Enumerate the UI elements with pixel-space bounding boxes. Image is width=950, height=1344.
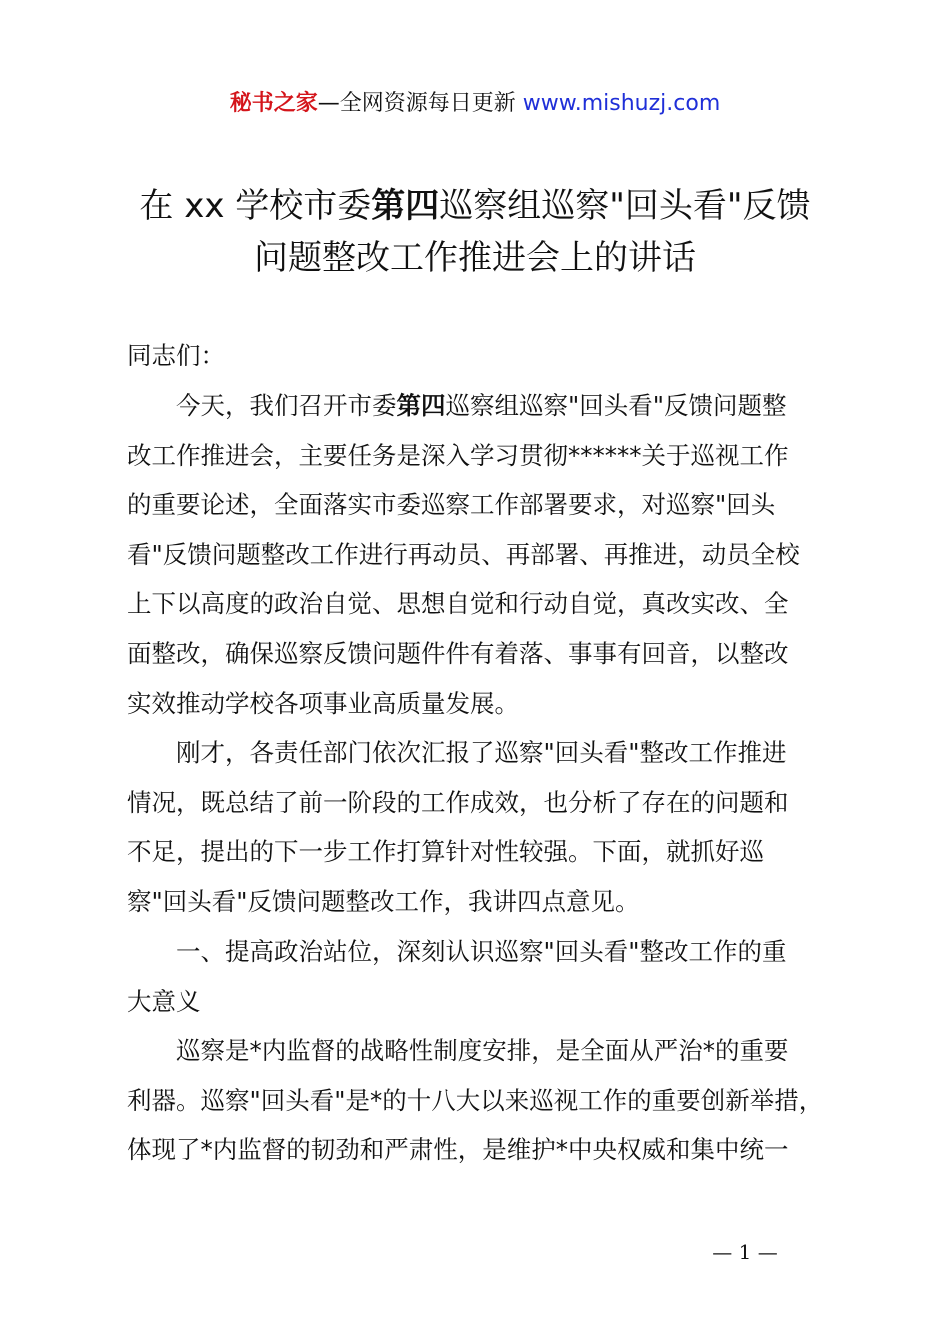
title-line-1 (60, 180, 890, 232)
paragraph-line: 上下以高度的政治自觉、思想自觉和行动自觉，真改实改、全 (127, 589, 789, 619)
salutation: 同志们： (127, 341, 225, 370)
title-text: 在 xx 学校市委 (139, 186, 372, 226)
title-line-2: 问题整改工作推进会上的讲话 (254, 238, 696, 278)
document-title (60, 180, 890, 284)
paragraph-line: 情况，既总结了前一阶段的工作成效，也分析了存在的问题和 (127, 787, 789, 817)
paragraph-line: 察"回头看"反馈问题整改工作，我讲四点意见。 (127, 886, 640, 916)
paragraph-line: 刚才，各责任部门依次汇报了巡察"回头看"整改工作推进 (127, 738, 787, 767)
brand-name: 秘书之家 (229, 91, 318, 116)
paragraph-review (127, 728, 839, 926)
section-heading-1 (127, 927, 839, 1026)
title-emphasis: 第四 (371, 186, 440, 226)
paragraph-section-1 (127, 1026, 839, 1175)
paragraph-line: 不足，提出的下一步工作打算针对性较强。下面，就抓好巡 (127, 837, 764, 867)
text-emphasis: 第四 (396, 391, 446, 420)
paragraph-line: 实效推动学校各项事业高质量发展。 (127, 688, 519, 718)
paragraph-line: 体现了*内监督的韧劲和严肃性，是维护*中央权威和集中统一 (127, 1135, 789, 1165)
paragraph-line: 的重要论述，全面落实市委巡察工作部署要求，对巡察"回头 (127, 490, 776, 520)
heading-line: 大意义 (127, 986, 201, 1016)
paragraph-intro (127, 381, 839, 728)
header-banner (0, 88, 950, 120)
header-tagline: —全网资源每日更新 (317, 91, 523, 116)
title-text: 巡察组巡察"回头看"反馈 (439, 186, 811, 226)
page-number: — 1 — (712, 1240, 778, 1264)
text-run: 今天，我们召开市委 (127, 391, 397, 420)
paragraph-line: 利器。巡察"回头看"是*的十八大以来巡视工作的重要创新举措， (127, 1085, 824, 1115)
text-run: 巡察组巡察"回头看"反馈问题整 (445, 391, 787, 420)
heading-line: 一、提高政治站位，深刻认识巡察"回头看"整改工作的重 (127, 937, 787, 966)
paragraph-line: 看"反馈问题整改工作进行再动员、再部署、再推进，动员全校 (127, 539, 800, 569)
paragraph-line: 巡察是*内监督的战略性制度安排，是全面从严治*的重要 (127, 1036, 789, 1065)
paragraph-line (127, 381, 839, 431)
website-link[interactable]: www.mishuzj.com (522, 91, 721, 116)
paragraph-line: 改工作推进会，主要任务是深入学习贯彻******关于巡视工作 (127, 440, 789, 470)
paragraph-line: 面整改，确保巡察反馈问题件件有着落、事事有回音，以整改 (127, 638, 789, 668)
